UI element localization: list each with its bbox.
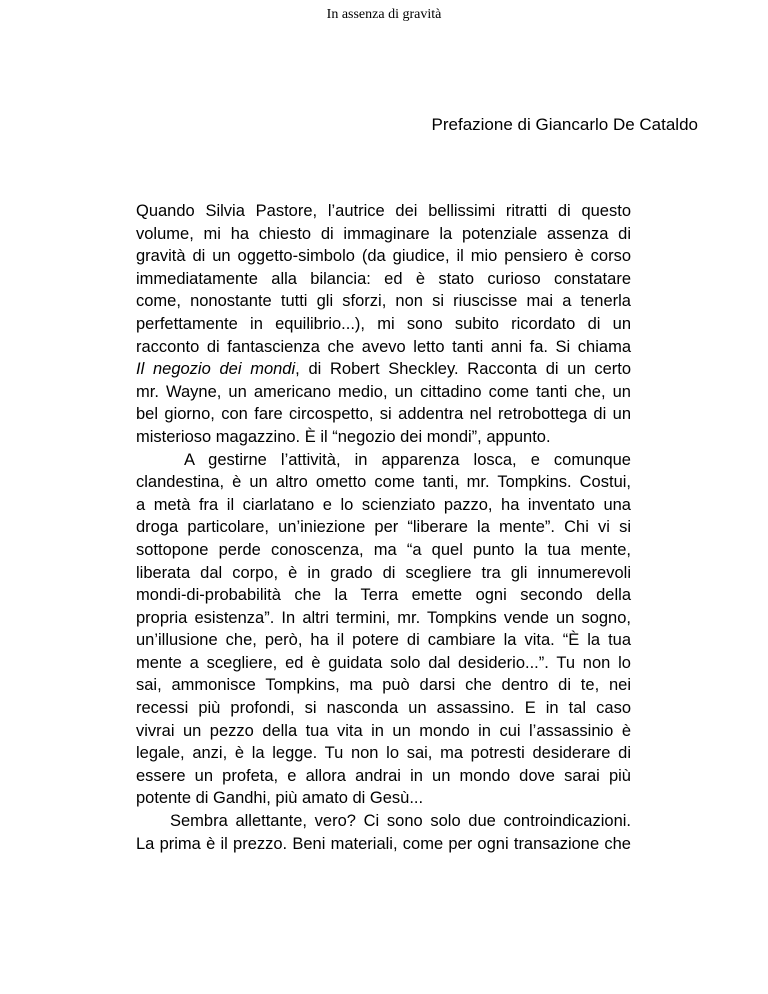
text-line: mr. Wayne, un americano medio, un cittadino come tanti che, un <box>136 382 631 401</box>
text-line: La prima è il prezzo. Beni materiali, come per ogni transazione che <box>136 834 631 853</box>
text-line: gravità di un oggetto-simbolo (da giudice, il mio pensiero è corso <box>136 247 631 266</box>
text-line: legale, anzi, è la legge. Tu non lo sai, ma potresti desiderare di <box>136 744 631 763</box>
text-line: liberata dal corpo, è in grado di scegliere tra gli innumerevoli <box>136 563 631 582</box>
text-line: un’illusione che, però, ha il potere di cambiare la vita. “È la tua <box>136 631 631 650</box>
running-header: In assenza di gravità <box>326 7 442 22</box>
text-line: Sembra allettante, vero? Ci sono solo due controindicazioni. <box>170 812 631 831</box>
text-line <box>136 358 631 381</box>
text-line: essere un profeta, e allora andrai in un mondo dove sarai più <box>136 766 631 785</box>
text-line: sottopone perde conoscenza, ma “a quel punto la tua mente, <box>136 540 631 559</box>
text-line: Quando Silvia Pastore, l’autrice dei bellissimi ritratti di questo <box>136 202 631 220</box>
text-line: bel giorno, con fare circospetto, si addentra nel retrobottega di un <box>136 405 631 424</box>
text-line: mente a scegliere, ed è guidata solo dal desiderio...”. Tu non lo <box>136 653 631 672</box>
text-line: A gestirne l’attività, in apparenza losca, e comunque <box>184 450 631 469</box>
paragraph-1 <box>136 200 631 449</box>
text-line: potente di Gandhi, più amato di Gesù... <box>136 789 424 808</box>
body-text <box>136 200 631 855</box>
text-line: come, nonostante tutti gli sforzi, non si riuscisse mai a tenerla <box>136 292 631 311</box>
text-line: perfettamente in equilibrio...), mi sono subito ricordato di un <box>136 314 631 333</box>
text-line: immediatamente alla bilancia: ed è stato curioso constatare <box>136 269 631 288</box>
text-line: propria esistenza”. In altri termini, mr. Tompkins vende un sogno, <box>136 608 631 627</box>
text-line: clandestina, è un altro ometto come tanti, mr. Tompkins. Costui, <box>136 473 631 492</box>
paragraph-2 <box>136 449 631 811</box>
text-line: a metà fra il ciarlatano e lo scienziato pazzo, ha inventato una <box>136 495 631 514</box>
preface-title: Prefazione di Giancarlo De Cataldo <box>431 115 698 134</box>
paragraph-3 <box>136 810 631 855</box>
book-title: Il negozio dei mondi <box>136 360 296 379</box>
text-line: droga particolare, un’iniezione per “liberare la mente”. Chi vi si <box>136 518 631 537</box>
text-line: recessi più profondi, si nasconda un assassino. E in tal caso <box>136 699 631 718</box>
text-line: sai, ammonisce Tompkins, ma può darsi che dentro di te, nei <box>136 676 631 695</box>
text-line: volume, mi ha chiesto di immaginare la potenziale assenza di <box>136 224 631 243</box>
text-line: mondi-di-probabilità che la Terra emette ogni secondo della <box>136 586 631 605</box>
text-run: , di Robert Sheckley. Racconta di un certo <box>295 360 631 379</box>
text-line: misterioso magazzino. È il “negozio dei mondi”, appunto. <box>136 427 551 446</box>
text-line: racconto di fantascienza che avevo letto tanti anni fa. Si chiama <box>136 337 631 356</box>
text-line: vivrai un pezzo della tua vita in un mondo in cui l’assassinio è <box>136 721 631 740</box>
